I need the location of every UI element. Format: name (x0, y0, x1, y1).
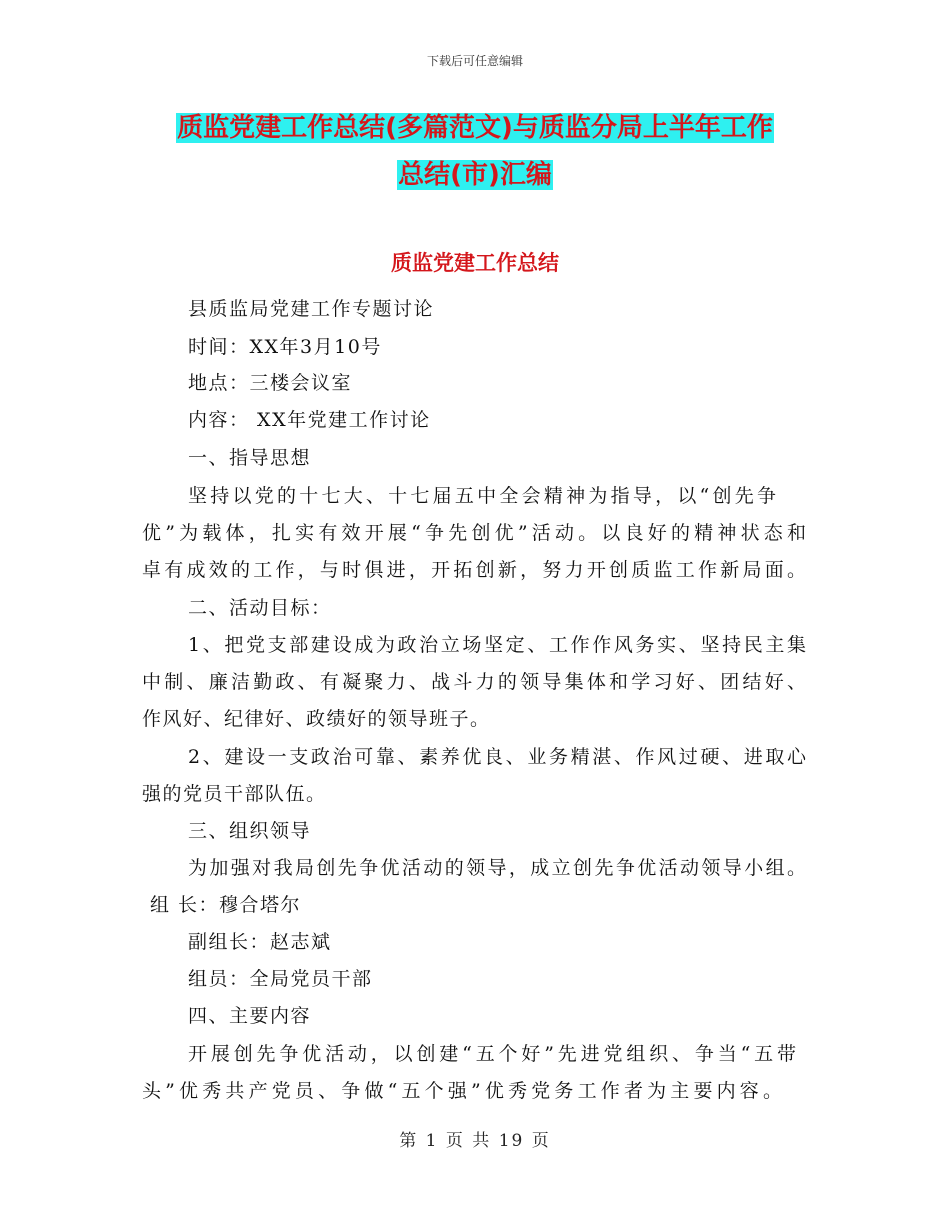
header-note: 下载后可任意编辑 (426, 54, 523, 68)
text-line: 为加强对我局创先争优活动的领导，成立创先争优活动领导小组。 (188, 857, 806, 879)
heading-organization: 三、组织领导 (188, 820, 312, 842)
paragraph-team-leader: 组 长：穆合塔尔 (150, 894, 302, 916)
heading-guiding-ideology: 一、指导思想 (188, 447, 312, 469)
paragraph-line (142, 1078, 782, 1104)
text-line: 2、建设一支政治可靠、素养优良、业务精湛、作风过硬、进取心 (188, 746, 806, 768)
paragraph-line (188, 744, 806, 770)
paragraph-line (142, 669, 806, 695)
paragraph-line: 作风好、纪律好、政绩好的领导班子。 (142, 708, 491, 730)
paragraph-line: 强的党员干部队伍。 (142, 783, 327, 805)
heading-main-content: 四、主要内容 (188, 1005, 312, 1027)
text-line: 卓有成效的工作，与时俱进，开拓创新，努力开创质监工作新局面。 (142, 559, 806, 581)
title-highlight-1: 质监党建工作总结(多篇范文)与质监分局上半年工作 (177, 113, 773, 143)
paragraph-members: 组员：全局党员干部 (188, 968, 373, 990)
paragraph-line (188, 1041, 796, 1067)
paragraph-time: 时间：XX年3月10号 (188, 336, 382, 358)
document-title-line-2 (0, 158, 950, 192)
paragraph-topic: 县质监局党建工作专题讨论 (188, 298, 435, 320)
page-footer: 第 1 页 共 19 页 (399, 1131, 551, 1151)
section-title: 质监党建工作总结 (391, 251, 559, 275)
paragraph-line (188, 855, 806, 881)
paragraph-line (142, 520, 806, 546)
text-line: 1、把党支部建设成为政治立场坚定、工作作风务实、坚持民主集 (188, 634, 806, 656)
text-line: 头”优秀共产党员、争做“五个强”优秀党务工作者为主要内容。 (142, 1080, 782, 1102)
paragraph-location: 地点：三楼会议室 (188, 372, 353, 394)
title-highlight-2: 总结(市)汇编 (398, 160, 552, 190)
paragraph-line (188, 632, 806, 658)
text-line: 中制、廉洁勤政、有凝聚力、战斗力的领导集体和学习好、团结好、 (142, 671, 806, 693)
heading-activity-goals: 二、活动目标： (188, 597, 332, 619)
paragraph-content: 内容： XX年党建工作讨论 (188, 409, 431, 431)
paragraph-line (142, 557, 806, 583)
text-line: 开展创先争优活动，以创建“五个好”先进党组织、争当“五带 (188, 1043, 796, 1065)
text-line: 坚持以党的十七大、十七届五中全会精神为指导，以“创先争 (188, 485, 776, 507)
text-line: 优”为载体，扎实有效开展“争先创优”活动。以良好的精神状态和 (142, 522, 806, 544)
paragraph-deputy-leader: 副组长：赵志斌 (188, 931, 332, 953)
paragraph-line (188, 483, 776, 509)
document-title-line-1 (0, 111, 950, 145)
